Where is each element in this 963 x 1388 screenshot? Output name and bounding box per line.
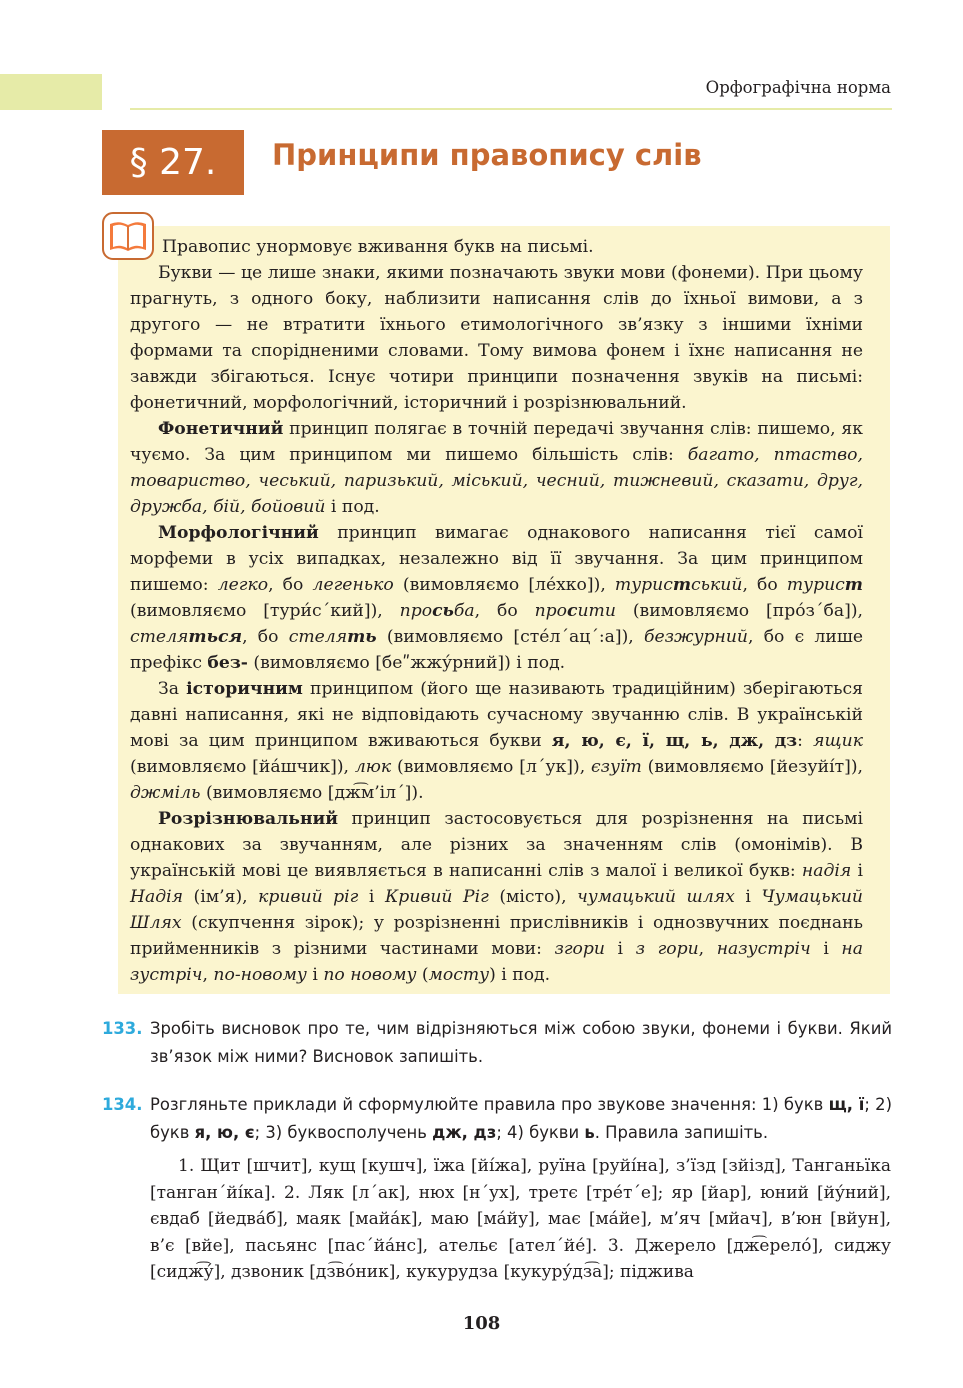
distinguishing-principle: Розрізнювальний принцип застосовується для розрізнення на письмі однакових за звучанням, але різних за значенням слів (омонімів). В українській мові це виявляється в написанні слів з малої і великої букв: надія і Надія (ім’я), кривий ріг і Кривий Ріг (місто), чумацький шлях і Чумацький Шлях (скупчення зірок); у розрізненні прислівників і однозвучних поєднань прийменників з різними частинами мови: згори і з гори, назустріч і на зустріч, по-новому і по новому (мосту) і под. — [130, 809, 863, 985]
page-number: 108 — [462, 1313, 501, 1334]
exercise-number: 134. — [102, 1095, 143, 1114]
exercise-133 — [102, 1015, 892, 1071]
section-title: Принципи правопису слів — [272, 138, 702, 172]
exercise-task: Зробіть висновок про те, чим відрізняються між собою звуки, фонеми і букви. Який зв’язок між ними? Висновок запишіть. — [150, 1019, 892, 1066]
phonetic-principle: Фонетичний принцип полягає в точній передачі звучання слів: пишемо, як чуємо. За цим принципом ми пишемо більшість слів: багато, птаство, товариство, чеський, паризький, міський, чесний, тижневий, сказати, друг, дружба, бій, бойовий і под. — [130, 419, 863, 517]
examples-text: 1. Щит [шчит], кущ [кушч], їжа [йі́жа], руїна [руйі́на], з’їзд [зйізд], Танганьїка [танган´йі́ка]. 2. Ляк [л´ак], нюх [н´ух], третє [тре́т´е]; яр [йар], юний [йу́ний], євдаб [йедва́б], маяк [майа́к], маю [ма́йу], має [ма́йе], м’яч [мйач], в’юн [вйун], в’є [вйе], пасьянс [пас´йа́нс], ательє [ател´йе́]. 3. Джерело [дж͡ерело́], сиджу [сидж͡у́], дзвоник [дз͡во́ник], кукурудза [кукуру́дз͡а]; піджива — [150, 1156, 891, 1282]
historical-principle: За історичним принципом (його ще називають традиційним) зберігаються давні написання, які не відповідають сучасному звучанню слів. В українській мові за цим принципом вживаються букви я, ю, є, ї, щ, ь, дж, дз: ящик (вимовляємо [йа́шчик]), люк (вимовляємо [л´ук]), єзуїт (вимовляємо [йезуйі́т]), джміль (вимовляємо [дж͡м’іл´]). — [130, 679, 864, 803]
exercise-number: 133. — [102, 1019, 143, 1038]
header-rule — [130, 108, 892, 110]
rule-intro: Правопис унормовує вживання букв на письмі. — [162, 237, 594, 257]
rule-text — [130, 234, 863, 988]
running-head: Орфографічна норма — [705, 78, 891, 97]
exercise-examples — [150, 1153, 891, 1286]
header-tab — [0, 74, 102, 110]
exercise-134 — [102, 1091, 892, 1147]
section-number: § 27. — [102, 130, 244, 195]
exercise-task: Розгляньте приклади й сформулюйте правила про звукове значення: 1) букв щ, ї; 2) букв я, ю, є; 3) буквосполучень дж, дз; 4) букви ь. Правила запишіть. — [150, 1095, 892, 1142]
morphological-principle: Морфологічний принцип вимагає однакового написання тієї самої морфеми в усіх випадках, незалежно від її звучання. За цим принципом пишемо: легко, бо легенько (вимовляємо [ле́хко]), туристський, бо турист (вимовляємо [тури́с´кий]), просьба, бо просити (вимовляємо [про́з´ба]), стеляться, бо стелять (вимовляємо [сте́л´ац´:а]), безжурний, бо є лише префікс без- (вимовляємо [беʺжжу́рний]) і под. — [130, 523, 863, 673]
rule-paragraph: Букви — це лише знаки, якими позначають звуки мови (фонеми). При цьому прагнуть, з одного боку, наблизити написання слів до їхньої вимови, а з другого — не втратити їхнього етимологічного зв’язку з іншими їхніми формами та спорідненими словами. Тому вимова фонем і їхнє написання не завжди збігаються. Існує чотири принципи позначення звуків на письмі: фонетичний, морфологічний, історичний і розрізнювальний. — [130, 263, 863, 413]
